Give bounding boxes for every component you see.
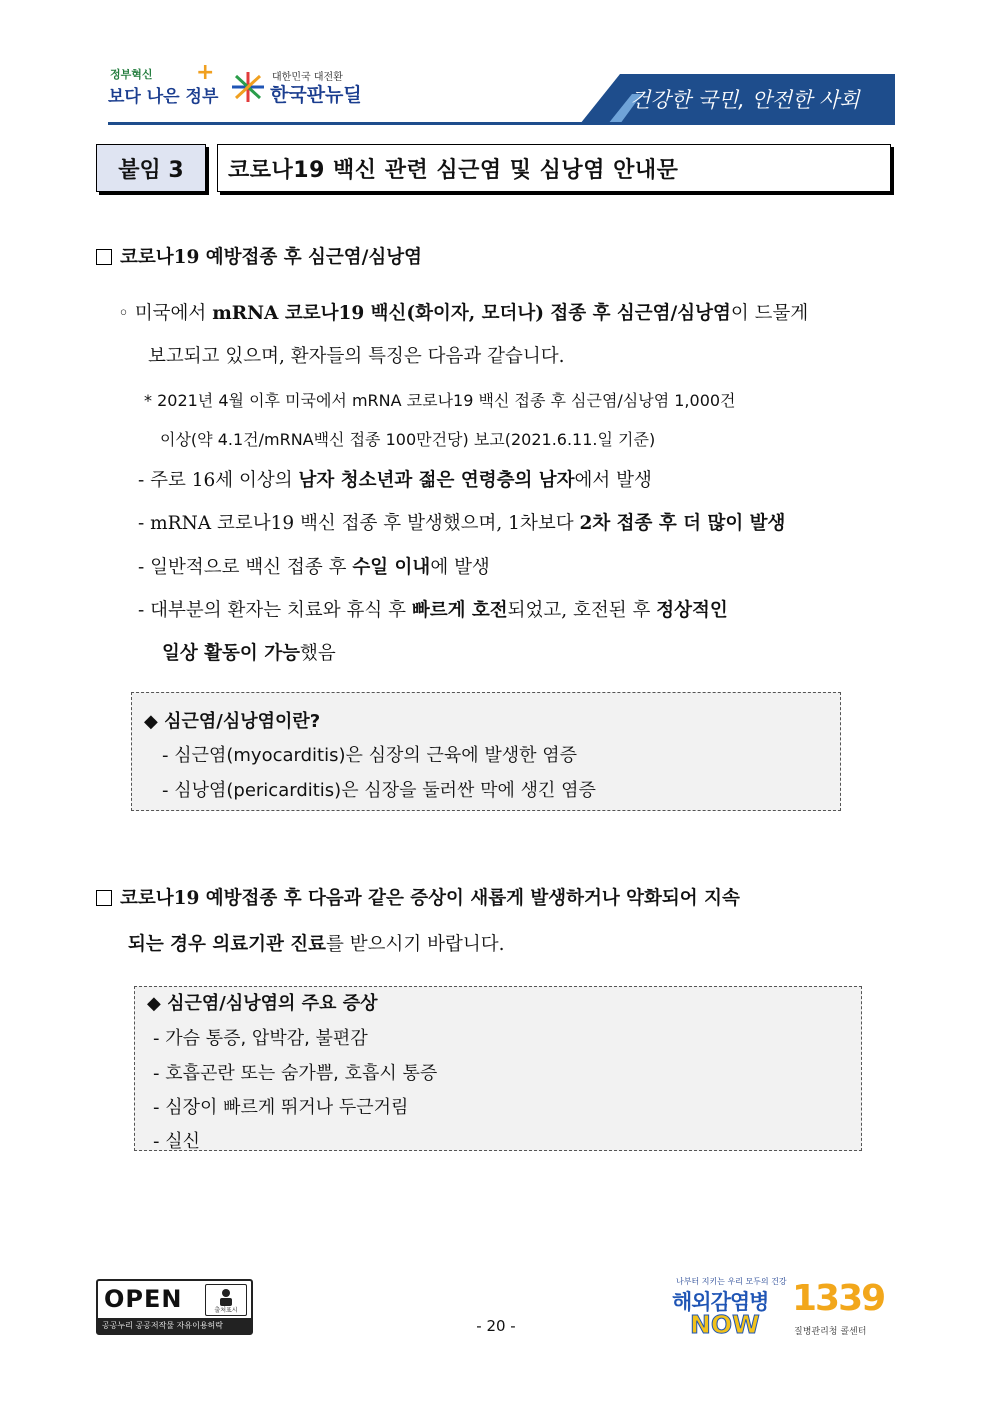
definition-box-title: ◆ 심근염/심낭염이란? xyxy=(144,711,321,732)
gov-logo-small-text: 정부혁신 xyxy=(110,68,153,81)
plus-icon: + xyxy=(196,60,215,85)
checkbox-square-icon xyxy=(96,249,112,265)
note-line-1: * 2021년 4월 이후 미국에서 mRNA 코로나19 백신 접종 후 심근염/심낭염 1,000건 xyxy=(144,391,736,410)
attachment-tag: 붙임 3 xyxy=(96,144,206,192)
open-text: OPEN xyxy=(104,1285,183,1313)
bullet-marker: ◦ xyxy=(118,303,129,324)
symptom-item-4: - 실신 xyxy=(153,1131,200,1152)
definition-item-1: - 심근염(myocarditis)은 심장의 근육에 발생한 염증 xyxy=(162,745,578,766)
symptoms-box-title: ◆ 심근염/심낭염의 주요 증상 xyxy=(147,993,378,1014)
dash-item-3: - 일반적으로 백신 접종 후 수일 이내에 발생 xyxy=(138,557,490,578)
new-deal-small-text: 대한민국 대전환 xyxy=(272,72,343,83)
definition-box xyxy=(131,692,841,811)
page-number: - 20 - xyxy=(476,1317,516,1335)
dash-item-4: - 대부분의 환자는 치료와 휴식 후 빠르게 호전되었고, 호전된 후 정상적인 xyxy=(138,600,728,621)
open-bar-text: 공공누리 공공저작물 자유이용허락 xyxy=(98,1318,251,1333)
symptom-item-1: - 가슴 통증, 압박감, 불편감 xyxy=(153,1028,368,1049)
slogan-text: 건강한 국민, 안전한 사회 xyxy=(630,88,860,112)
header-rule xyxy=(108,122,895,125)
definition-item-2: - 심낭염(pericarditis)은 심장을 둘러싼 막에 생긴 염증 xyxy=(162,780,596,801)
gov-innovation-logo xyxy=(106,60,219,110)
new-deal-main-text: 한국판뉴딜 xyxy=(270,84,362,106)
section1-bullet-cont: 보고되고 있으며, 환자들의 특징은 다음과 같습니다. xyxy=(148,346,565,367)
section2-heading-cont: 되는 경우 의료기관 진료를 받으시기 바랍니다. xyxy=(128,934,505,955)
section2-heading: 코로나19 예방접종 후 다음과 같은 증상이 새롭게 발생하거나 악화되어 지속 xyxy=(96,890,740,909)
symptom-item-2: - 호흡곤란 또는 숨가쁨, 호흡시 통증 xyxy=(153,1063,438,1084)
attribution-icon: 출처표시 xyxy=(205,1284,247,1316)
person-icon xyxy=(207,1287,245,1307)
dash-item-2: - mRNA 코로나19 백신 접종 후 발생했으며, 1차보다 2차 접종 후 더 많이 발생 xyxy=(138,513,786,534)
dash-item-4-cont: 일상 활동이 가능했음 xyxy=(162,643,336,664)
section1-bullet: ◦ 미국에서 mRNA 코로나19 백신(화이자, 모더나) 접종 후 심근염/심낭염이 드물게 xyxy=(118,303,809,324)
korean-new-deal-logo xyxy=(228,64,378,108)
section1-heading: 코로나19 예방접종 후 심근염/심낭염 xyxy=(96,249,422,268)
checkbox-square-icon xyxy=(96,890,112,906)
symptom-item-3: - 심장이 빠르게 뛰거나 두근거림 xyxy=(153,1097,409,1118)
page-title: 코로나19 백신 관련 심근염 및 심낭염 안내문 xyxy=(217,144,891,192)
kdca-1339-logo: 1339 질병관리청 콜센터 xyxy=(792,1278,885,1337)
new-deal-star-icon xyxy=(228,70,268,104)
symptoms-box xyxy=(134,986,862,1151)
gov-logo-main-text: 보다 나은 정부 xyxy=(108,87,219,107)
dash-item-1: - 주로 16세 이상의 남자 청소년과 젊은 연령층의 남자에서 발생 xyxy=(138,470,652,491)
note-line-2: 이상(약 4.1건/mRNA백신 접종 100만건당) 보고(2021.6.11.일 기준) xyxy=(160,430,656,449)
overseas-infection-now-logo: 나부터 지키는 우리 모두의 건강 해외감염병 NOW xyxy=(672,1277,787,1339)
